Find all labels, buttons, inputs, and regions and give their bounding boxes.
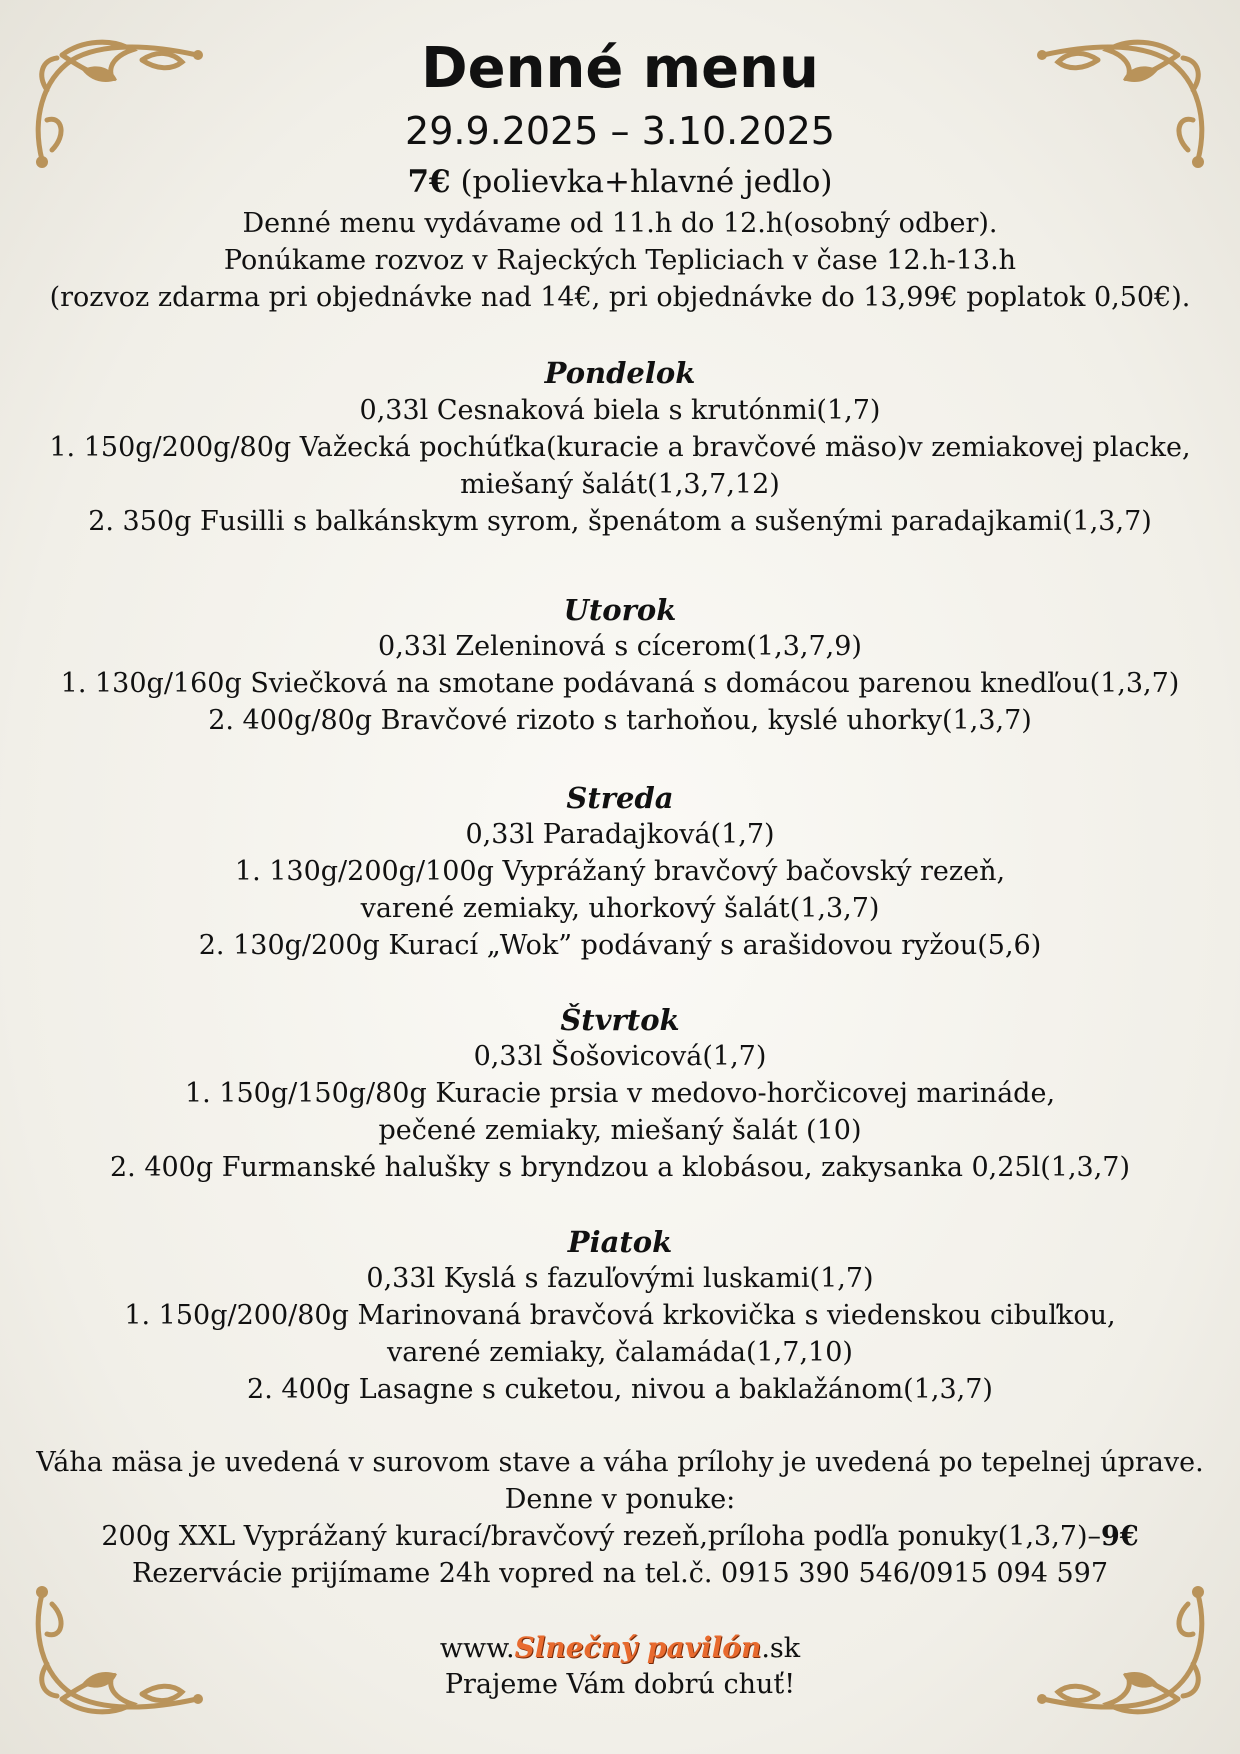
price-amount: 7€ — [407, 164, 451, 200]
closing-greeting: Prajeme Vám dobrú chuť! — [444, 1669, 796, 1700]
menu-line: 2. 350g Fusilli s balkánskym syrom, špenátom a sušenými paradajkami(1,3,7) — [88, 506, 1152, 537]
menu-line: miešaný šalát(1,3,7,12) — [460, 469, 780, 500]
restaurant-logo: Slnečný pavilón — [514, 1631, 762, 1664]
menu-line: 1. 130g/200g/100g Vyprážaný bravčový bačovský rezeň, — [234, 856, 1006, 887]
menu-line: varené zemiaky, uhorkový šalát(1,3,7) — [360, 893, 880, 924]
page-title: Denné menu — [421, 36, 819, 101]
day-heading-monday: Pondelok — [544, 356, 696, 390]
menu-line: pečené zemiaky, miešaný šalát (10) — [378, 1115, 862, 1146]
day-heading-wednesday: Streda — [566, 781, 674, 815]
day-heading-tuesday: Utorok — [563, 593, 677, 627]
menu-line: 2. 400g/80g Bravčové rizoto s tarhoňou, kyslé uhorky(1,3,7) — [208, 705, 1032, 736]
menu-line: 0,33l Zeleninová s cícerom(1,3,7,9) — [378, 631, 862, 662]
website-suffix: .sk — [761, 1633, 801, 1664]
website-link[interactable] — [0, 1630, 1240, 1667]
menu-line: 0,33l Kyslá s fazuľovými luskami(1,7) — [366, 1263, 874, 1294]
menu-line: varené zemiaky, čalamáda(1,7,10) — [387, 1337, 853, 1368]
menu-line: 2. 130g/200g Kurací „Wok” podávaný s arašidovou ryžou(5,6) — [198, 930, 1042, 961]
daily-offer-label: Denne v ponuke: — [504, 1484, 736, 1515]
info-delivery-fee: (rozvoz zdarma pri objednávke nad 14€, pri objednávke do 13,99€ poplatok 0,50€). — [49, 282, 1191, 313]
price-note: (polievka+hlavné jedlo) — [450, 164, 833, 200]
weight-note: Váha mäsa je uvedená v surovom stave a váha prílohy je uvedená po tepelnej úprave. — [36, 1447, 1204, 1478]
menu-line: 0,33l Šošovicová(1,7) — [473, 1041, 767, 1072]
menu-line: 1. 150g/150g/80g Kuracie prsia v medovo-horčicovej marináde, — [184, 1078, 1056, 1109]
menu-line: 1. 150g/200g/80g Važecká pochúťka(kuracie a bravčové mäso)v zemiakovej placke, — [49, 432, 1191, 463]
menu-line: 2. 400g Lasagne s cuketou, nivou a baklažánom(1,3,7) — [247, 1374, 993, 1405]
day-heading-thursday: Štvrtok — [560, 1003, 680, 1037]
menu-line: 1. 150g/200/80g Marinovaná bravčová krkovička s viedenskou cibuľkou, — [124, 1300, 1116, 1331]
website-prefix: www. — [439, 1633, 515, 1664]
info-serving-time: Denné menu vydávame od 11.h do 12.h(osobný odber). — [242, 208, 998, 239]
daily-offer-text: 200g XXL Vyprážaný kurací/bravčový rezeň,príloha podľa ponuky(1,3,7)– — [101, 1521, 1102, 1552]
menu-line: 2. 400g Furmanské halušky s bryndzou a klobásou, zakysanka 0,25l(1,3,7) — [109, 1152, 1131, 1183]
price-line — [0, 162, 1240, 202]
date-range: 29.9.2025 – 3.10.2025 — [405, 109, 835, 153]
menu-line: 1. 130g/160g Sviečková na smotane podávaná s domácou parenou knedľou(1,3,7) — [60, 668, 1180, 699]
menu-line: 0,33l Cesnaková biela s krutónmi(1,7) — [359, 395, 881, 426]
daily-offer-item — [0, 1519, 1240, 1555]
info-delivery: Ponúkame rozvoz v Rajeckých Tepliciach v čase 12.h-13.h — [223, 245, 1017, 276]
reservation-info: Rezervácie prijímame 24h vopred na tel.č. 0915 390 546/0915 094 597 — [131, 1558, 1109, 1589]
day-heading-friday: Piatok — [567, 1225, 673, 1259]
daily-offer-price: 9€ — [1101, 1521, 1139, 1552]
menu-line: 0,33l Paradajková(1,7) — [465, 819, 775, 850]
